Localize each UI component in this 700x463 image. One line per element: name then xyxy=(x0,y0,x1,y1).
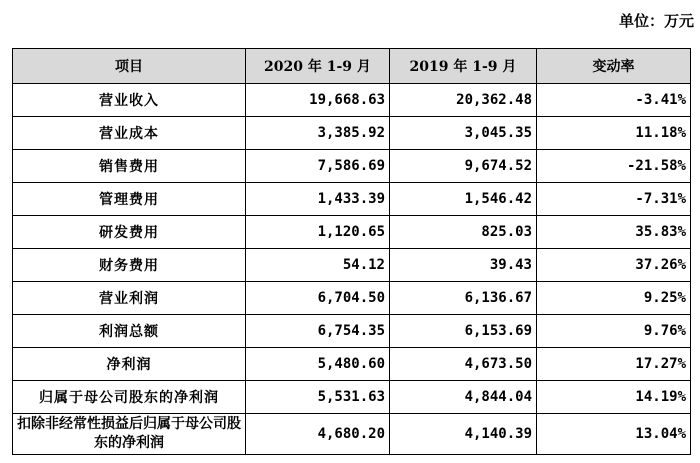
table-row xyxy=(13,183,691,216)
change-rate: -7.31% xyxy=(537,183,691,216)
value-2020: 19,668.63 xyxy=(246,84,390,117)
change-rate: 11.18% xyxy=(537,117,691,150)
header-change-rate: 变动率 xyxy=(537,49,691,84)
header-item: 项目 xyxy=(13,49,246,84)
table-row xyxy=(13,216,691,249)
header-2019: 2019 年 1-9 月 xyxy=(390,49,537,84)
table-row xyxy=(13,249,691,282)
value-2019: 9,674.52 xyxy=(390,150,537,183)
row-label: 研发费用 xyxy=(13,216,246,249)
row-label: 营业利润 xyxy=(13,282,246,315)
row-label: 扣除非经常性损益后归属于母公司股东的净利润 xyxy=(13,414,246,455)
change-rate: 37.26% xyxy=(537,249,691,282)
value-2020: 54.12 xyxy=(246,249,390,282)
table-row xyxy=(13,414,691,455)
value-2019: 4,844.04 xyxy=(390,381,537,414)
value-2019: 20,362.48 xyxy=(390,84,537,117)
value-2019: 4,673.50 xyxy=(390,348,537,381)
table-row xyxy=(13,150,691,183)
value-2019: 825.03 xyxy=(390,216,537,249)
value-2020: 1,433.39 xyxy=(246,183,390,216)
change-rate: -21.58% xyxy=(537,150,691,183)
value-2020: 6,704.50 xyxy=(246,282,390,315)
table-row xyxy=(13,117,691,150)
value-2019: 3,045.35 xyxy=(390,117,537,150)
row-label: 营业成本 xyxy=(13,117,246,150)
row-label: 财务费用 xyxy=(13,249,246,282)
table-header xyxy=(13,49,691,84)
change-rate: 35.83% xyxy=(537,216,691,249)
change-rate: 9.76% xyxy=(537,315,691,348)
table-body xyxy=(13,84,691,455)
value-2019: 6,136.67 xyxy=(390,282,537,315)
change-rate: 17.27% xyxy=(537,348,691,381)
row-label: 净利润 xyxy=(13,348,246,381)
value-2019: 4,140.39 xyxy=(390,414,537,455)
value-2020: 3,385.92 xyxy=(246,117,390,150)
row-label: 销售费用 xyxy=(13,150,246,183)
value-2020: 1,120.65 xyxy=(246,216,390,249)
value-2019: 6,153.69 xyxy=(390,315,537,348)
table-row xyxy=(13,282,691,315)
value-2020: 7,586.69 xyxy=(246,150,390,183)
table-row xyxy=(13,84,691,117)
table-row xyxy=(13,381,691,414)
value-2019: 39.43 xyxy=(390,249,537,282)
value-2020: 6,754.35 xyxy=(246,315,390,348)
change-rate: 13.04% xyxy=(537,414,691,455)
change-rate: -3.41% xyxy=(537,84,691,117)
row-label: 归属于母公司股东的净利润 xyxy=(13,381,246,414)
table-row xyxy=(13,315,691,348)
table-row xyxy=(13,348,691,381)
unit-label: 单位：万元 xyxy=(618,12,694,30)
row-label: 管理费用 xyxy=(13,183,246,216)
change-rate: 14.19% xyxy=(537,381,691,414)
header-row xyxy=(13,49,691,84)
header-2020: 2020 年 1-9 月 xyxy=(246,49,390,84)
row-label: 利润总额 xyxy=(13,315,246,348)
financial-table xyxy=(12,48,691,455)
row-label: 营业收入 xyxy=(13,84,246,117)
change-rate: 9.25% xyxy=(537,282,691,315)
value-2020: 5,480.60 xyxy=(246,348,390,381)
value-2020: 5,531.63 xyxy=(246,381,390,414)
value-2019: 1,546.42 xyxy=(390,183,537,216)
value-2020: 4,680.20 xyxy=(246,414,390,455)
